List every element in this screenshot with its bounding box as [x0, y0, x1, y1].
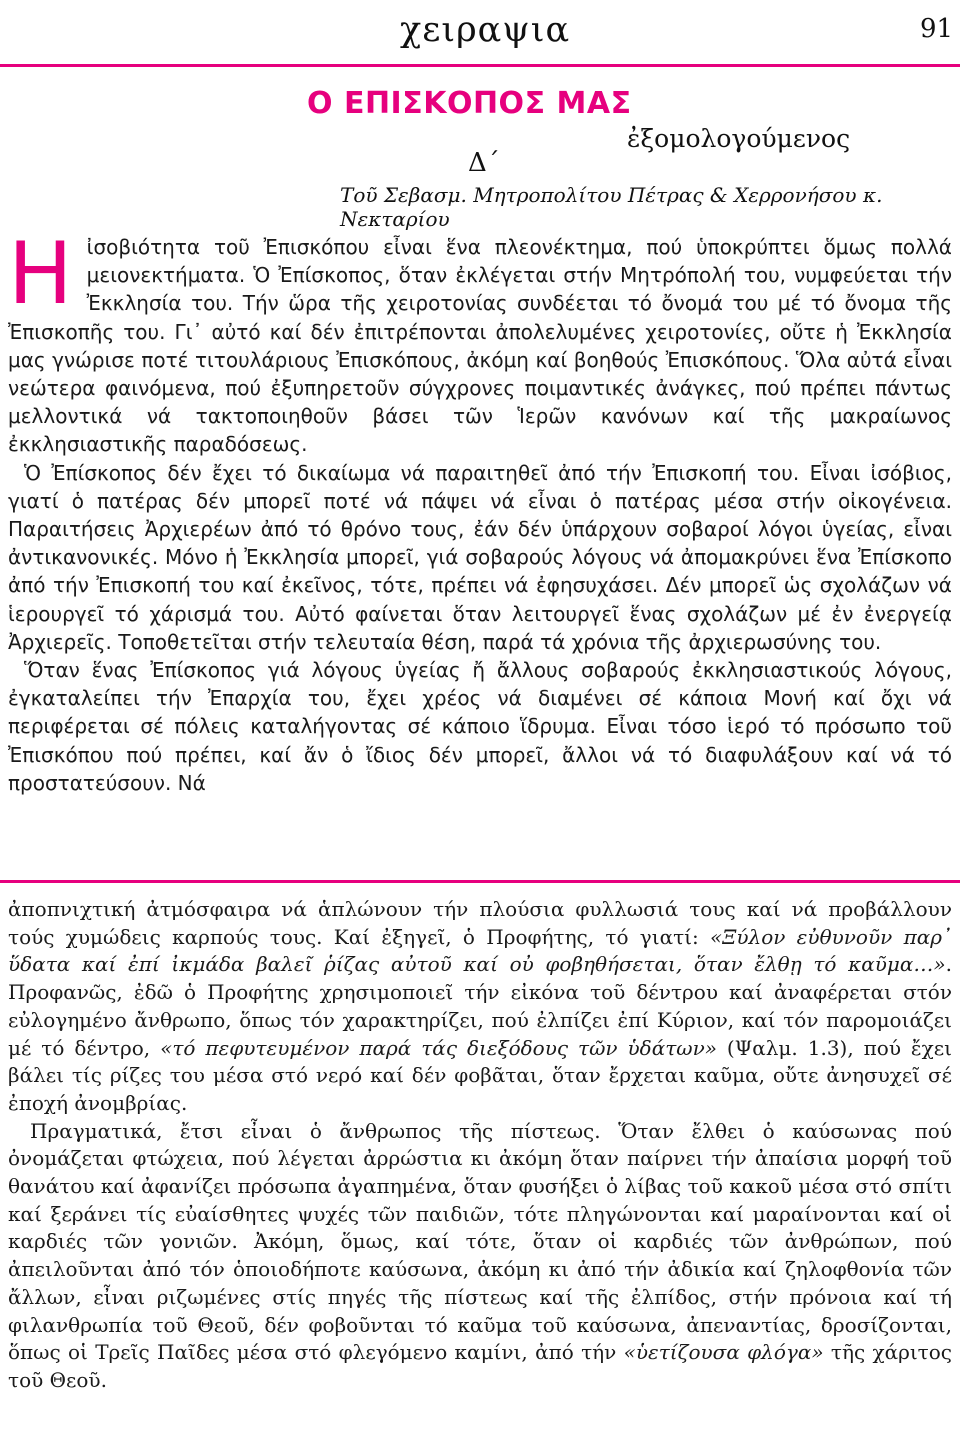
article-title: Ο ΕΠΙΣΚΟΠΟΣ ΜΑΣ	[307, 86, 632, 121]
paragraph-text: (Ψαλμ. 1.3), πού ἔχει βάλει τίς ρίζες του μέσα στό νερό καί δέν φοβᾶται, ὅταν ἔρχεται καῦμα, οὔτε ἀνησυχεῖ σέ ἐποχή ἀνομβρίας.	[8, 1035, 952, 1115]
article-author: Τοῦ Σεβασμ. Μητροπολίτου Πέτρας & Χερρονήσου κ. Νεκταρίου	[340, 183, 883, 231]
paragraph: Ὅταν ἕνας Ἐπίσκοπος γιά λόγους ὑγείας ἤ ἄλλους σοβαρούς ἐκκλησιαστικούς λόγους, ἐγκαταλείπει τήν Ἐπαρχία του, ἔχει χρέος νά διαμένει σέ κάποια Μονή καί ὄχι νά περιφέρεται σέ πόλεις καταλήγοντας σέ κάποιο ἵδρυμα. Εἶναι τόσο ἱερό τό πρόσωπο τοῦ Ἐπισκόπου πού πρέπει, καί ἄν ὁ ἴδιος δέν μπορεῖ, ἄλλοι νά τό διαφυλάξουν καί νά τό προστατεύσουν. Νά	[8, 658, 952, 795]
scripture-quote: «Ξύλον εὐθυνοῦν παρ᾽ ὕδατα καί ἐπί ἰκμάδα βαλεῖ ῥίζας αὐτοῦ καί οὐ φοβηθήσεται, ὅταν ἔλθῃ τό καῦμα…»	[8, 924, 952, 977]
section-divider	[0, 880, 960, 883]
paragraph-text: ἰσοβιότητα τοῦ Ἐπισκόπου εἶναι ἕνα πλεονέκτημα, πού ὑποκρύπτει ὅμως πολλά μειονεκτήματα. Ὁ Ἐπίσκοπος, ὅταν ἐκλέγεται στήν Μητρόπολή του, νυμφεύεται τήν Ἐκκλησία του. Τήν ὥρα τῆς χειροτονίας συνδέεται τό ὄνομά του μέ τό ὄνομα τῆς Ἐπισκοπῆς του. Γι᾽ αὐτό καί δέν ἐπιτρέπονται ἀπολελυμένες χειροτονίες, οὔτε ἡ Ἐκκλησία μας γνώρισε ποτέ τιτουλάριους Ἐπισκόπους, ἀκόμη καί βοηθούς Ἐπισκόπους. Ὅλα αὐτά εἶναι νεώτερα φαινόμενα, πού ἐξυπηρετοῦν σύγχρονες ποιμαντικές ἀνάγκες, πού πρέπει πάντως μελλοντικά νά τακτοποιηθοῦν βάσει τῶν Ἱερῶν κανόνων καί τῆς μακραίωνος ἐκκλησιαστικῆς παραδόσεως.	[8, 235, 952, 457]
page-number: 91	[920, 14, 954, 44]
scripture-quote: «τό πεφυτευμένον παρά τάς διεξόδους τῶν ὑδάτων»	[160, 1035, 717, 1060]
article-part: Δ΄	[468, 148, 500, 178]
article-section-1	[8, 224, 952, 797]
drop-cap: Η	[8, 224, 73, 324]
article-section-2	[8, 896, 952, 1395]
paragraph-text: Πραγματικά, ἔτσι εἶναι ὁ ἄνθρωπος τῆς πίστεως. Ὅταν ἔλθει ὁ καύσωνας πού ὀνομάζεται φτώχεια, πού λέγεται ἀρρώστια κι ἀκόμη ὅταν παίρνει τήν ἀπαίσια μορφή τοῦ θανάτου καί ἀφανίζει πρόσωπα ἀγαπημένα, ὅταν φυσήξει ὁ λίβας τοῦ κακοῦ μέσα στό σπίτι καί ξεράνει τίς εὐαίσθητες ψυχές τῶν παιδιῶν, τότε πληγώνονται καί μαραίνονται καί οἱ καρδιές τῶν γονιῶν. Ἀκόμη, ὅμως, καί τότε, ὅταν οἱ καρδιές τῶν ἀνθρώπων, πού ἀπειλοῦνται ἀπό τόν ὁποιοδήποτε καύσωνα, ἀκόμη κι ἀπό τήν ἀδικία καί ζηλοφθονία τῶν ἄλλων, εἶναι ριζωμένες στίς πηγές τῆς πίστεως καί τῆς ἐλπίδος, στήν πρόνοια καί τή φιλανθρωπία τοῦ Θεοῦ, δέν φοβοῦνται τό καῦμα τοῦ καύσωνα, ἀπεναντίας, δροσίζονται, ὅπως οἱ Τρεῖς Παῖδες μέσα στό φλεγόμενο καμίνι, ἀπό τήν	[8, 1118, 952, 1365]
paragraph	[8, 896, 952, 1118]
page-header	[0, 0, 960, 66]
journal-title: χειραψια	[400, 10, 571, 50]
article-subtitle: ἐξομολογούμενος	[627, 124, 851, 153]
paragraph-text: . Προφανῶς, ἐδῶ ὁ Προφήτης χρησιμοποιεῖ τήν εἰκόνα τοῦ δέντρου καί ἀναφέρεται στόν εὐλογημένο ἄνθρωπο, ὅπως τόν χαρακτηρίζει, πού ἐλπίζει ἐπί Κύριον, καί τόν παρομοιάζει μέ τό δέντρο,	[8, 952, 952, 1060]
paragraph-text: ἀποπνιχτική ἀτμόσφαιρα νά ἁπλώνουν τήν πλούσια φυλλωσιά τους καί νά προβάλλουν τούς χυμώδεις καρπούς τους. Καί ἐξηγεῖ, ὁ Προφήτης, τό γιατί:	[8, 897, 952, 949]
paragraph-text: τῆς χάριτος τοῦ Θεοῦ.	[8, 1340, 952, 1392]
header-rule	[0, 64, 960, 67]
paragraph	[8, 1118, 952, 1395]
paragraph	[8, 224, 952, 459]
paragraph: Ὁ Ἐπίσκοπος δέν ἔχει τό δικαίωμα νά παραιτηθεῖ ἀπό τήν Ἐπισκοπή του. Εἶναι ἰσόβιος, γιατί ὁ πατέρας δέν μπορεῖ ποτέ νά πάψει νά εἶναι ὁ πατέρας μέσα στήν οἰκογένεια. Παραιτήσεις Ἀρχιερέων ἀπό τό θρόνο τους, ἐάν δέν ὑπάρχουν σοβαροί λόγοι ὑγείας, εἶναι ἀντικανονικές. Μόνο ἡ Ἐκκλησία μπορεῖ, γιά σοβαρούς λόγους νά ἀπομακρύνει ἕνα Ἐπίσκοπο ἀπό τήν Ἐπισκοπή του καί ἐκεῖνος, τότε, πρέπει νά ἐφησυχάσει. Δέν μπορεῖ ὡς σχολάζων νά ἱερουργεῖ τό χάρισμά του. Αὐτό φαίνεται ὅταν λειτουργεῖ ἕνας σχολάζων μέ ἐν ἐνεργείᾳ Ἀρχιερεῖς. Τοποθετεῖται στήν τελευταία θέση, παρά τά χρόνια τῆς ἀρχιερωσύνης του.	[8, 460, 952, 654]
scripture-quote: «ὑετίζουσα φλόγα»	[623, 1340, 824, 1365]
